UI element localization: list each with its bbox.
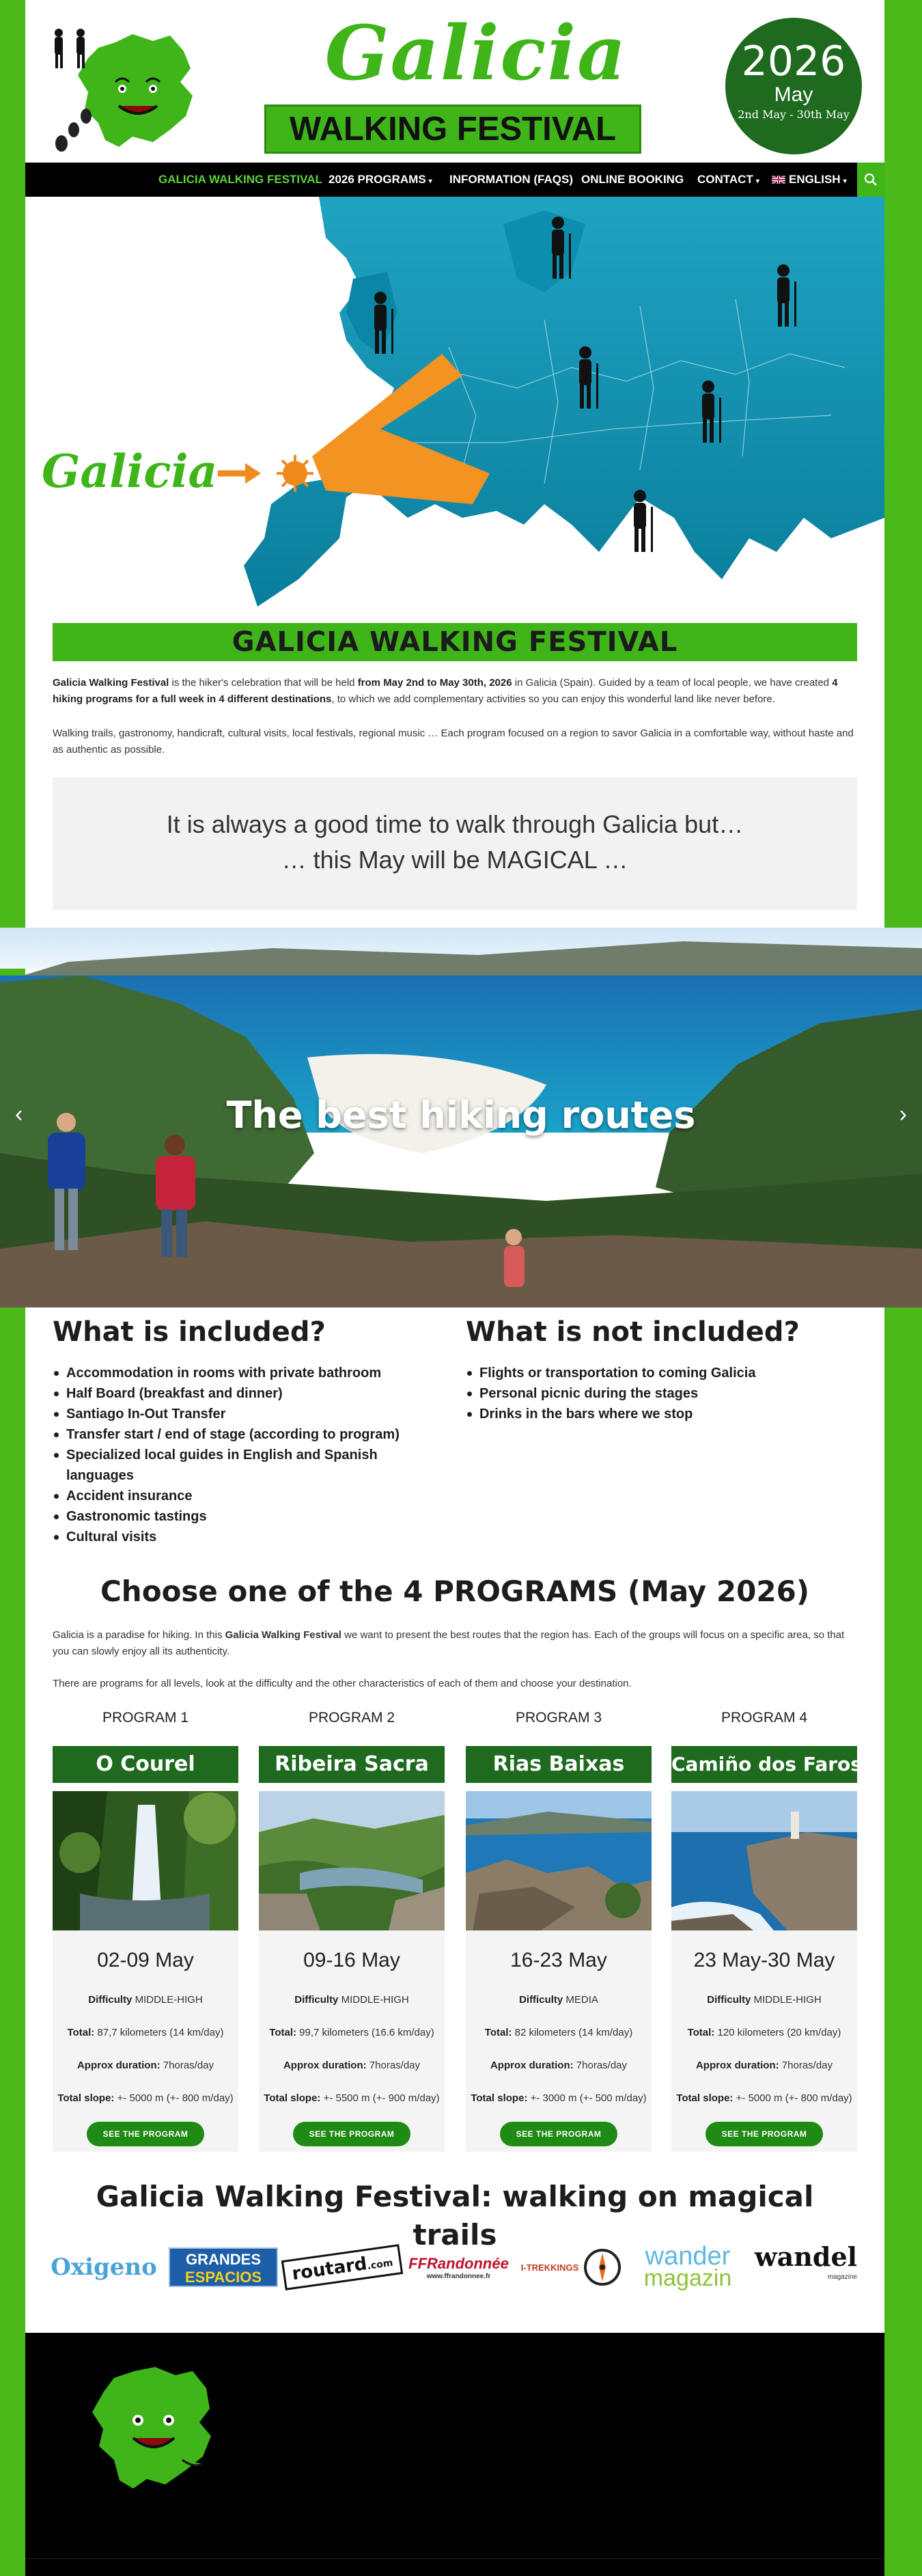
program-duration xyxy=(466,2059,652,2073)
europe-map-hero xyxy=(25,197,884,607)
camino-dos-faros-photo[interactable] xyxy=(671,1791,857,1930)
program-details xyxy=(259,1791,445,2152)
nav-label: 2026 PROGRAMS xyxy=(329,173,426,186)
intro-text-3: , to which we add complementary activities so you can enjoy this wonderful land like never before. xyxy=(331,693,775,705)
europe-map-image xyxy=(25,197,884,607)
program-dates: 16-23 May xyxy=(510,1949,607,1971)
list-item: Accommodation in rooms with private bathroom xyxy=(53,1363,435,1383)
program-details xyxy=(466,1791,652,2152)
wander-magazin-logo xyxy=(643,2242,732,2291)
slope-value: +- 5000 m (+- 800 m/day) xyxy=(117,2092,234,2104)
list-item: Specialized local guides in English and Spanish languages xyxy=(53,1445,435,1486)
slope-value: +- 5500 m (+- 900 m/day) xyxy=(323,2092,440,2104)
slider-next-arrow-icon[interactable]: › xyxy=(899,1101,907,1127)
hiking-routes-slider[interactable] xyxy=(0,928,922,1307)
nav-label: CONTACT xyxy=(697,173,753,186)
ffrandonnee-logo-url: www.ffrandonnee.fr xyxy=(426,2272,491,2280)
nav-item-contact[interactable] xyxy=(697,163,759,197)
slope-label: Total slope: xyxy=(676,2092,734,2104)
slope-label: Total slope: xyxy=(264,2092,321,2104)
list-item: Transfer start / end of stage (according to program) xyxy=(53,1424,435,1445)
program-label: PROGRAM 1 xyxy=(102,1710,189,1726)
list-item: Gastronomic tastings xyxy=(53,1506,435,1527)
quote-line-2: … this May will be MAGICAL … xyxy=(281,846,628,874)
intro-text-2: in Galicia (Spain). Guided by a team of local people, we have created xyxy=(512,677,833,689)
programs-paragraph-1 xyxy=(53,1627,857,1660)
slider-prev-arrow-icon[interactable]: ‹ xyxy=(15,1101,23,1127)
see-program-4-button[interactable]: SEE THE PROGRAM xyxy=(706,2122,823,2146)
programs-title: Choose one of the 4 PROGRAMS (May 2026) xyxy=(100,1575,810,1608)
page-container xyxy=(15,0,907,2576)
ffrandonnee-logo-text: FFRandonnée xyxy=(408,2254,509,2272)
caret-down-icon: ▾ xyxy=(843,178,847,185)
see-program-1-button[interactable]: SEE THE PROGRAM xyxy=(87,2122,204,2146)
program-card-2 xyxy=(259,1708,445,2152)
program-card-4 xyxy=(671,1708,862,2152)
o-courel-waterfall-photo[interactable] xyxy=(53,1791,238,1930)
slope-label: Total slope: xyxy=(471,2092,528,2104)
program-label: PROGRAM 2 xyxy=(308,1710,395,1726)
total-label: Total: xyxy=(484,2027,512,2038)
compass-icon xyxy=(583,2247,622,2287)
quote-line-1: It is always a good time to walk through Galicia but… xyxy=(166,810,744,838)
total-label: Total: xyxy=(269,2027,296,2038)
included-list xyxy=(53,1363,435,1547)
slider-title: The best hiking routes xyxy=(226,1094,696,1137)
intro-paragraph-1 xyxy=(53,675,857,708)
program-label: PROGRAM 3 xyxy=(515,1710,602,1726)
programs-text-b: Galicia Walking Festival xyxy=(225,1629,341,1641)
program-duration xyxy=(259,2059,445,2073)
routard-logo xyxy=(281,2244,404,2290)
list-item: Half Board (breakfast and dinner) xyxy=(53,1383,435,1404)
nav-item-2026-programs[interactable] xyxy=(329,163,432,197)
program-slope xyxy=(466,2092,652,2105)
duration-value: 7horas/day xyxy=(163,2060,214,2071)
total-label: Total: xyxy=(687,2027,715,2038)
program-slope xyxy=(259,2092,445,2105)
nav-label: INFORMATION (FAQS) xyxy=(449,173,573,186)
intro-bold-2: from May 2nd to May 30th, 2026 xyxy=(357,677,512,689)
brand-subtitle: WALKING FESTIVAL xyxy=(264,105,641,154)
routard-logo-suffix: .com xyxy=(366,2257,394,2272)
list-item: Drinks in the bars where we stop xyxy=(466,1404,848,1424)
search-icon xyxy=(857,163,884,197)
nav-label: ONLINE BOOKING xyxy=(581,173,684,186)
intro-bold-1: Galicia Walking Festival xyxy=(53,677,169,689)
nav-label: ENGLISH xyxy=(789,173,841,186)
difficulty-label: Difficulty xyxy=(88,1994,132,2006)
brand-title: Galicia xyxy=(324,9,628,97)
program-details xyxy=(53,1791,238,2152)
duration-label: Approx duration: xyxy=(695,2060,779,2071)
nav-label: GALICIA WALKING FESTIVAL xyxy=(158,173,322,186)
festival-section-banner: GALICIA WALKING FESTIVAL xyxy=(53,623,857,661)
nav-item-galicia-walking-festival[interactable] xyxy=(158,163,322,197)
program-difficulty xyxy=(53,1993,238,2007)
difficulty-value: MIDDLE-HIGH xyxy=(135,1994,203,2006)
included-heading: What is included? xyxy=(53,1316,326,1348)
not-included-heading: What is not included? xyxy=(466,1316,800,1348)
grandes-espacios-logo xyxy=(169,2247,278,2287)
footer-divider xyxy=(25,2558,884,2559)
site-header xyxy=(25,0,884,161)
difficulty-label: Difficulty xyxy=(707,1994,751,2006)
intro-bold-3: 4 hiking programs for a full week in 4 different destinations xyxy=(53,677,838,705)
magical-trails-title: Galicia Walking Festival: walking on magical trails xyxy=(96,2180,814,2252)
program-card-1 xyxy=(53,1708,238,2152)
press-logo-grandes-espacios[interactable] xyxy=(169,2243,278,2291)
program-total xyxy=(671,2026,857,2040)
program-duration xyxy=(671,2059,857,2073)
program-total xyxy=(466,2026,652,2040)
badge-year: 2026 xyxy=(741,38,846,85)
caret-down-icon: ▾ xyxy=(755,178,759,185)
press-logo-trekkings[interactable] xyxy=(519,2243,624,2291)
slope-label: Total slope: xyxy=(57,2092,115,2104)
programs-paragraph-2: There are programs for all levels, look at the difficulty and the other characteristics of each of them and choose your destination. xyxy=(53,1678,632,1689)
total-value: 99,7 kilometers (16.6 km/day) xyxy=(299,2027,434,2038)
see-program-2-button[interactable]: SEE THE PROGRAM xyxy=(293,2122,410,2146)
ribeira-sacra-photo[interactable] xyxy=(259,1791,445,1930)
duration-value: 7horas/day xyxy=(369,2060,421,2071)
press-logo-wandel[interactable] xyxy=(755,2243,857,2291)
caret-down-icon: ▾ xyxy=(428,178,432,185)
program-name: Camiño dos Faros xyxy=(671,1746,857,1783)
festival-date-badge xyxy=(725,18,862,154)
press-logo-wander-magazin[interactable] xyxy=(631,2243,744,2291)
list-item: Cultural visits xyxy=(53,1527,435,1547)
wandel-logo-text: wandel xyxy=(754,2241,858,2272)
difficulty-value: MEDIA xyxy=(565,1994,598,2006)
oxigeno-logo-text: Oxigeno xyxy=(51,2254,157,2281)
total-label: Total: xyxy=(67,2027,95,2038)
program-name: Rias Baixas xyxy=(466,1746,652,1783)
slope-value: +- 5000 m (+- 800 m/day) xyxy=(736,2092,852,2104)
map-label-galicia: Galicia xyxy=(42,445,218,498)
list-item: Accident insurance xyxy=(53,1486,435,1506)
program-card-3 xyxy=(466,1708,652,2152)
badge-month: May xyxy=(774,83,813,106)
duration-label: Approx duration: xyxy=(490,2060,574,2071)
intro-text-1: is the hiker's celebration that will be held xyxy=(169,677,358,689)
programs-text-c: we want to present the best routes that the region has. Each of the groups will focus on a specific area, so that you can slowly enjoy all its authenticity. xyxy=(53,1629,845,1657)
duration-value: 7horas/day xyxy=(781,2060,833,2071)
galicia-mascot-logo-icon xyxy=(51,27,208,161)
uk-flag-icon xyxy=(772,176,785,184)
rias-baixas-photo[interactable] xyxy=(466,1791,652,1930)
not-included-list xyxy=(466,1363,848,1424)
difficulty-label: Difficulty xyxy=(294,1994,339,2006)
site-footer xyxy=(25,2333,884,2576)
main-navigation xyxy=(25,163,884,197)
program-name: O Courel xyxy=(53,1746,238,1783)
footer-mascot-logo-icon[interactable] xyxy=(80,2364,216,2494)
program-slope xyxy=(671,2092,857,2105)
program-dates: 23 May-30 May xyxy=(693,1949,835,1971)
press-logo-oxigeno[interactable] xyxy=(53,2243,155,2291)
program-total xyxy=(53,2026,238,2040)
wander-logo-bottom: magazin xyxy=(643,2265,732,2291)
duration-value: 7horas/day xyxy=(576,2060,628,2071)
magical-quote-box xyxy=(53,777,857,910)
grandes-logo-bottom: ESPACIOS xyxy=(184,2269,262,2286)
program-slope xyxy=(53,2092,238,2105)
total-value: 82 kilometers (14 km/day) xyxy=(514,2027,633,2038)
program-dates: 02-09 May xyxy=(97,1949,194,1971)
list-item: Flights or transportation to coming Galicia xyxy=(466,1363,848,1383)
slope-value: +- 3000 m (+- 500 m/day) xyxy=(530,2092,647,2104)
program-details xyxy=(671,1791,857,2152)
difficulty-value: MIDDLE-HIGH xyxy=(341,1994,409,2006)
see-program-3-button[interactable]: SEE THE PROGRAM xyxy=(500,2122,617,2146)
ffrandonnee-logo xyxy=(408,2255,509,2280)
routard-logo-text: routard xyxy=(290,2254,369,2285)
total-value: 120 kilometers (20 km/day) xyxy=(717,2027,841,2038)
search-button[interactable] xyxy=(857,163,884,197)
program-name: Ribeira Sacra xyxy=(259,1746,445,1783)
nav-item-language[interactable] xyxy=(772,163,847,197)
duration-label: Approx duration: xyxy=(283,2060,367,2071)
wandel-logo-sub: magazine xyxy=(827,2273,858,2281)
difficulty-label: Difficulty xyxy=(519,1994,563,2006)
total-value: 87,7 kilometers (14 km/day) xyxy=(97,2027,224,2038)
program-total xyxy=(259,2026,445,2040)
grandes-logo-top: GRANDES xyxy=(185,2251,261,2268)
programs-text-a: Galicia is a paradise for hiking. In this xyxy=(53,1629,225,1641)
program-difficulty xyxy=(259,1993,445,2007)
list-item: Personal picnic during the stages xyxy=(466,1383,848,1404)
nav-item-information-faqs[interactable] xyxy=(449,163,573,197)
trekkings-logo-text: I-TREKKINGS xyxy=(520,2262,579,2273)
program-label: PROGRAM 4 xyxy=(721,1710,808,1726)
program-difficulty xyxy=(466,1993,652,2007)
nav-item-online-booking[interactable] xyxy=(581,163,684,197)
duration-label: Approx duration: xyxy=(76,2060,160,2071)
difficulty-value: MIDDLE-HIGH xyxy=(753,1994,822,2006)
wandel-logo xyxy=(754,2241,858,2288)
program-duration xyxy=(53,2059,238,2073)
press-logo-ffrandonnee[interactable] xyxy=(403,2243,514,2291)
badge-range: 2nd May - 30th May xyxy=(738,108,850,121)
program-difficulty xyxy=(671,1993,857,2007)
intro-paragraph-2: Walking trails, gastronomy, handicraft, cultural visits, local festivals, regional music … Each program focused on a region to savor Galicia in a comfortable way, without haste and as authentic as possible. xyxy=(53,728,854,756)
wander-logo-top: wander xyxy=(645,2242,731,2271)
press-logo-routard[interactable] xyxy=(288,2243,396,2291)
list-item: Santiago In-Out Transfer xyxy=(53,1404,435,1424)
program-dates: 09-16 May xyxy=(303,1949,400,1971)
map-label-spain: Spain xyxy=(121,553,208,588)
